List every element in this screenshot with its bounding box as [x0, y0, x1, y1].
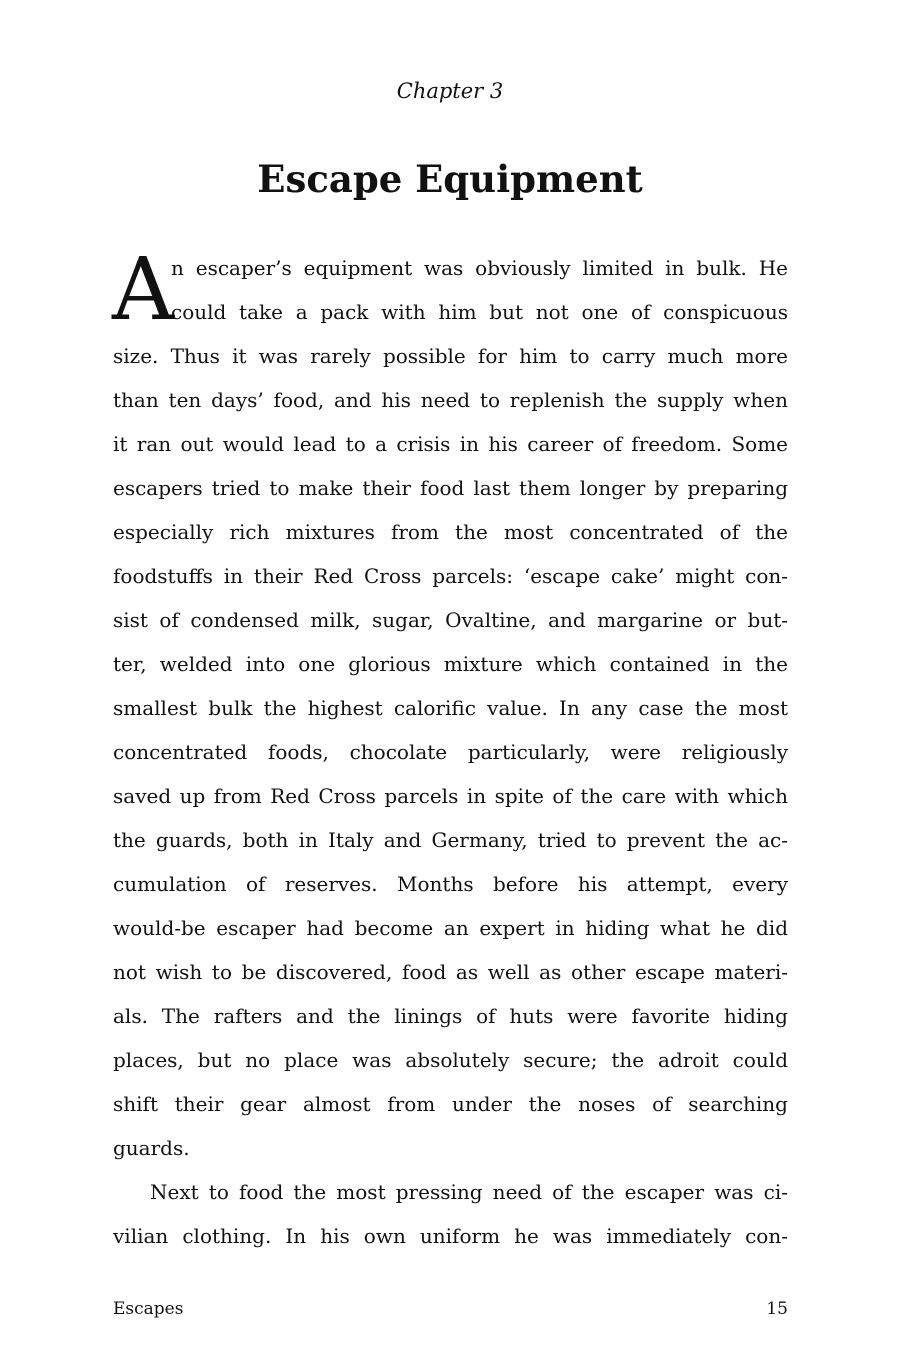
- drop-cap: A: [112, 240, 175, 340]
- paragraph-line: escapers tried to make their food last them longer by preparing: [113, 476, 788, 500]
- paragraph-line: it ran out would lead to a crisis in his career of freedom. Some: [113, 432, 788, 456]
- paragraph-2: [113, 1170, 788, 1258]
- paragraph-line: vilian clothing. In his own uniform he was immediately con-: [113, 1224, 788, 1248]
- footer-page-number: 15: [766, 1299, 788, 1319]
- paragraph-line: could take a pack with him but not one of conspicuous: [171, 300, 788, 324]
- paragraph-line: ter, welded into one glorious mixture which contained in the: [113, 652, 788, 676]
- paragraph-line: not wish to be discovered, food as well as other escape materi-: [113, 960, 788, 984]
- paragraph-line: than ten days’ food, and his need to replenish the supply when: [113, 388, 788, 412]
- paragraph-line: especially rich mixtures from the most concentrated of the: [113, 520, 788, 544]
- paragraph-line: cumulation of reserves. Months before his attempt, every: [113, 872, 788, 896]
- paragraph-line: shift their gear almost from under the noses of searching: [113, 1092, 788, 1116]
- paragraph-line: Next to food the most pressing need of the escaper was ci-: [150, 1180, 788, 1204]
- paragraph-line: sist of condensed milk, sugar, Ovaltine, and margarine or but-: [113, 608, 788, 632]
- chapter-title: Escape Equipment: [257, 157, 643, 201]
- paragraph-line: foodstuffs in their Red Cross parcels: ‘escape cake’ might con-: [113, 564, 788, 588]
- paragraph-line: size. Thus it was rarely possible for him to carry much more: [113, 344, 788, 368]
- chapter-label: Chapter 3: [396, 79, 504, 103]
- paragraph-line: concentrated foods, chocolate particularly, were religiously: [113, 740, 788, 764]
- paragraph-line: places, but no place was absolutely secure; the adroit could: [113, 1048, 788, 1072]
- body-text: [112, 240, 788, 1258]
- paragraph-line: saved up from Red Cross parcels in spite of the care with which: [113, 784, 788, 808]
- paragraph-line: would-be escaper had become an expert in hiding what he did: [113, 916, 788, 940]
- paragraph-1: [112, 240, 788, 1170]
- paragraph-line: smallest bulk the highest calorific value. In any case the most: [113, 696, 788, 720]
- paragraph-line: guards.: [113, 1136, 190, 1160]
- footer-book-title: Escapes: [113, 1299, 184, 1319]
- paragraph-line: the guards, both in Italy and Germany, tried to prevent the ac-: [113, 828, 788, 852]
- paragraph-line: als. The rafters and the linings of huts were favorite hiding: [113, 1004, 788, 1028]
- paragraph-line: n escaper’s equipment was obviously limited in bulk. He: [171, 256, 788, 280]
